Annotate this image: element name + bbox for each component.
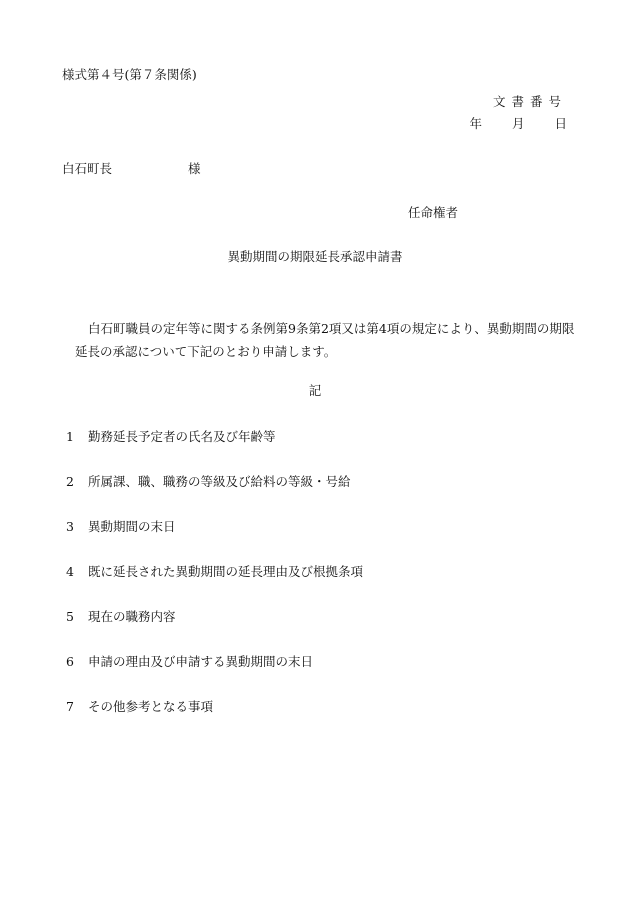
doc-number-label: 文書番号 [492, 94, 567, 109]
list-item [66, 656, 313, 669]
addressee-honorific: 様 [188, 161, 201, 176]
list-item [66, 611, 176, 624]
date-month-label: 月 [511, 116, 525, 131]
item-number: 7 [66, 699, 74, 714]
addressee-town-mayor: 白石町長 [62, 161, 113, 176]
list-item [66, 431, 276, 444]
item-number: 5 [66, 609, 74, 624]
item-number: 4 [66, 564, 74, 579]
item-text: 所属課、職、職務の等級及び給料の等級・号給 [88, 474, 351, 489]
item-text: 申請の理由及び申請する異動期間の末日 [88, 654, 314, 669]
item-text: 現在の職務内容 [88, 609, 176, 624]
ki-heading: 記 [308, 383, 322, 398]
date-year-label: 年 [469, 116, 482, 131]
item-text: 勤務延長予定者の氏名及び年齢等 [88, 429, 276, 444]
form-label: 様式第４号(第７条関係) [62, 67, 197, 82]
item-text: 異動期間の末日 [88, 519, 176, 534]
item-number: 1 [66, 429, 74, 444]
list-item [66, 476, 351, 489]
date-day-label: 日 [554, 116, 567, 131]
date-line [469, 118, 567, 131]
item-number: 6 [66, 654, 74, 669]
list-item [66, 521, 176, 534]
document-title: 異動期間の期限延長承認申請書 [227, 249, 403, 264]
body-paragraph [75, 317, 575, 363]
body-line-1: 白石町職員の定年等に関する条例第9条第2項又は第4項の規定により、異動期間の期限 [88, 321, 575, 336]
item-text: 既に延長された異動期間の延長理由及び根拠条項 [88, 564, 364, 579]
list-item [66, 566, 363, 579]
item-number: 3 [66, 519, 74, 534]
list-item [66, 701, 213, 714]
body-line-2: 延長の承認について下記のとおり申請します。 [75, 344, 337, 359]
item-text: その他参考となる事項 [88, 699, 214, 714]
item-number: 2 [66, 474, 74, 489]
appointer-label: 任命権者 [408, 205, 459, 220]
